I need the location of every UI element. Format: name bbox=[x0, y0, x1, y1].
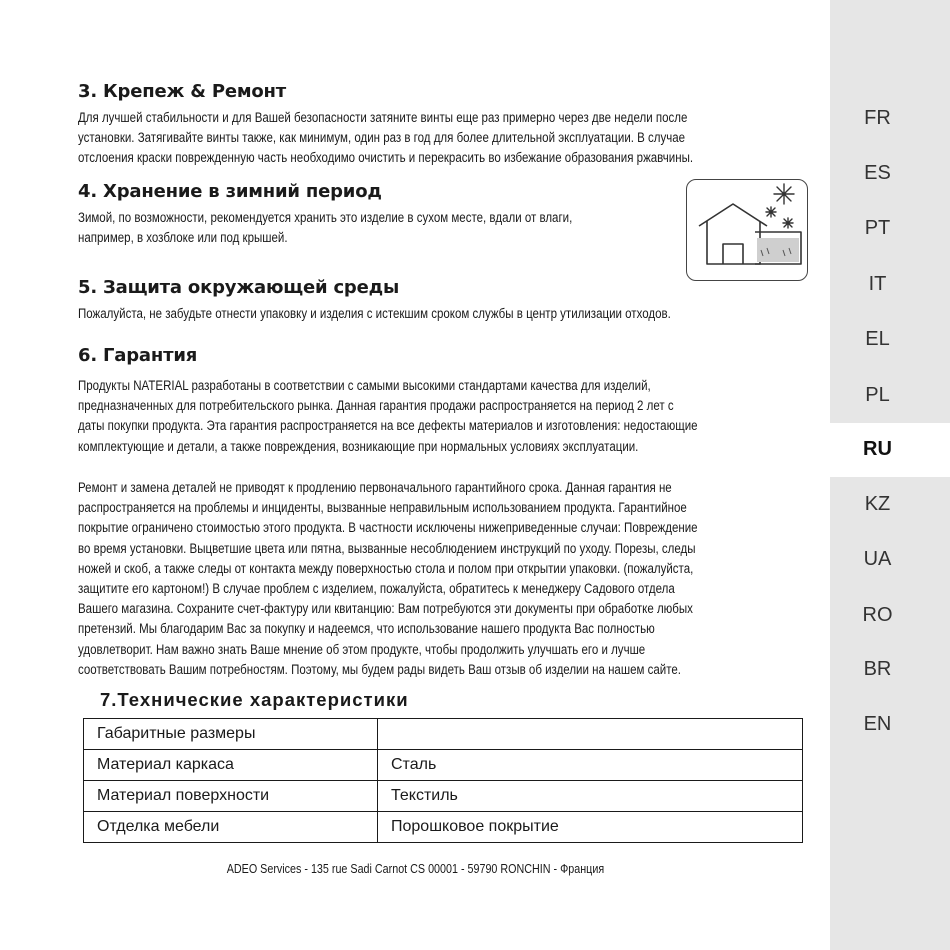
section-6-line: комплектующие и детали, а также повреждения, возникающие при нормальных условиях эксплуатации. bbox=[78, 438, 639, 454]
spec-key: Габаритные размеры bbox=[84, 719, 378, 750]
spec-value bbox=[378, 719, 803, 750]
language-tab-ua[interactable]: UA bbox=[863, 548, 892, 570]
spec-table bbox=[83, 718, 803, 843]
section-6-line: Ремонт и замена деталей не приводят к продлению первоначального гарантийного срока. Данная гарантия не bbox=[78, 480, 672, 495]
section-6-line: соответствовать Вашим потребностям. Поэтому, мы будем рады видеть Ваш отзыв об изделии на нашем сайте. bbox=[78, 661, 681, 677]
section-3-line: Для лучшей стабильности и для Вашей безопасности затяните винты еще раз примерно через две недели после bbox=[78, 110, 688, 125]
section-4-text bbox=[78, 208, 697, 248]
section-3-line: установки. Затягивайте винты также, как минимум, один раз в год для более длительной эксплуатации. В случае bbox=[78, 130, 686, 146]
footer-address bbox=[0, 862, 830, 876]
section-6-line: Вашего магазина. Сохраните счет-фактуру или квитанцию: Вам потребуются эти документы при обработке любых bbox=[78, 601, 693, 617]
section-4-line: например, в хозблоке или под крышей. bbox=[78, 230, 288, 246]
language-tab-en[interactable]: EN bbox=[863, 713, 892, 735]
winter-storage-icon bbox=[686, 179, 808, 281]
table-row bbox=[84, 781, 803, 812]
footer-text: ADEO Services - 135 rue Sadi Carnot CS 00001 - 59790 RONCHIN - Франция bbox=[226, 862, 604, 876]
spec-key: Материал каркаса bbox=[84, 750, 378, 781]
section-5-title: 5. Защита окружающей среды bbox=[78, 277, 400, 298]
language-sidebar bbox=[830, 0, 950, 950]
spec-value: Сталь bbox=[378, 750, 803, 781]
section-5-line: Пожалуйста, не забудьте отнести упаковку и изделия с истекшим сроком службы в центр утилизации отходов. bbox=[78, 306, 671, 321]
language-tab-es[interactable]: ES bbox=[864, 162, 891, 184]
spec-key: Материал поверхности bbox=[84, 781, 378, 812]
spec-value: Текстиль bbox=[378, 781, 803, 812]
section-6-line: предназначенных для потребительского рынка. Данная гарантия продажи распространяется на период 2 лет с bbox=[78, 398, 674, 414]
language-tab-ro[interactable]: RO bbox=[862, 604, 893, 626]
section-3-line: отслоения краски поврежденную часть необходимо очистить и перекрасить во избежание образования ржавчины. bbox=[78, 150, 694, 166]
section-6-line: покрытие ограничено стоимостью этого продукта. В частности исключены нижеприведенные случаи: Повреждение bbox=[78, 520, 698, 536]
section-6-line: Продукты NATERIAL разработаны в соответствии с самыми высокими стандартами качества для изделий, bbox=[78, 378, 651, 393]
section-3-title: 3. Крепеж & Ремонт bbox=[78, 81, 286, 102]
section-6-paragraph-2 bbox=[78, 478, 811, 680]
section-6-paragraph-1 bbox=[78, 376, 811, 457]
section-6-line: претензий. Мы благодарим Вас за покупку и надеемся, что использование нашего продукта Вас полностью bbox=[78, 621, 655, 637]
table-row bbox=[84, 812, 803, 843]
section-7-title: 7.Технические характеристики bbox=[100, 689, 409, 710]
section-5-text bbox=[78, 304, 811, 324]
table-row bbox=[84, 750, 803, 781]
table-row bbox=[84, 719, 803, 750]
language-tab-pt[interactable]: PT bbox=[864, 217, 891, 239]
language-tab-br[interactable]: BR bbox=[863, 658, 892, 680]
house-snowflake-icon bbox=[687, 180, 807, 280]
section-6-line: защитите его картоном!) В случае проблем с изделием, пожалуйста, обратитесь к менеджеру Садового отдела bbox=[78, 581, 675, 597]
section-6-line: распространяется на проблемы и инциденты, вызванные неправильным использованием продукта. Гарантийное bbox=[78, 500, 687, 516]
language-tab-pl[interactable]: PL bbox=[865, 384, 890, 406]
language-tab-ru[interactable]: RU bbox=[863, 438, 892, 460]
section-6-line: во время установки. Выцветшие цвета или пятна, вызванные несоблюдением инструкций по уходу. Порезы, следы bbox=[78, 540, 696, 556]
section-6-line: удовлетворит. Нам важно знать Ваше мнение об этом продукте, чтобы продолжить улучшать его и лучше bbox=[78, 641, 646, 657]
section-3-text bbox=[78, 108, 811, 169]
section-4-line: Зимой, по возможности, рекомендуется хранить это изделие в сухом месте, вдали от влаги, bbox=[78, 210, 573, 225]
language-tab-fr[interactable]: FR bbox=[864, 107, 891, 129]
section-6-line: даты покупки продукта. Эта гарантия распространяется на все дефекты материалов и изготовления: недостающие bbox=[78, 418, 698, 434]
section-6-title: 6. Гарантия bbox=[78, 345, 198, 366]
language-tab-it[interactable]: IT bbox=[868, 273, 887, 295]
section-6-line: ножей и скоб, а также следы от контакта между поверхностью стола и полом при открытии упаковки. (пожалуйста, bbox=[78, 560, 694, 576]
language-tab-el[interactable]: EL bbox=[865, 328, 890, 350]
section-4-title: 4. Хранение в зимний период bbox=[78, 181, 382, 202]
language-tab-kz[interactable]: KZ bbox=[864, 493, 891, 515]
spec-value: Порошковое покрытие bbox=[378, 812, 803, 843]
spec-key: Отделка мебели bbox=[84, 812, 378, 843]
